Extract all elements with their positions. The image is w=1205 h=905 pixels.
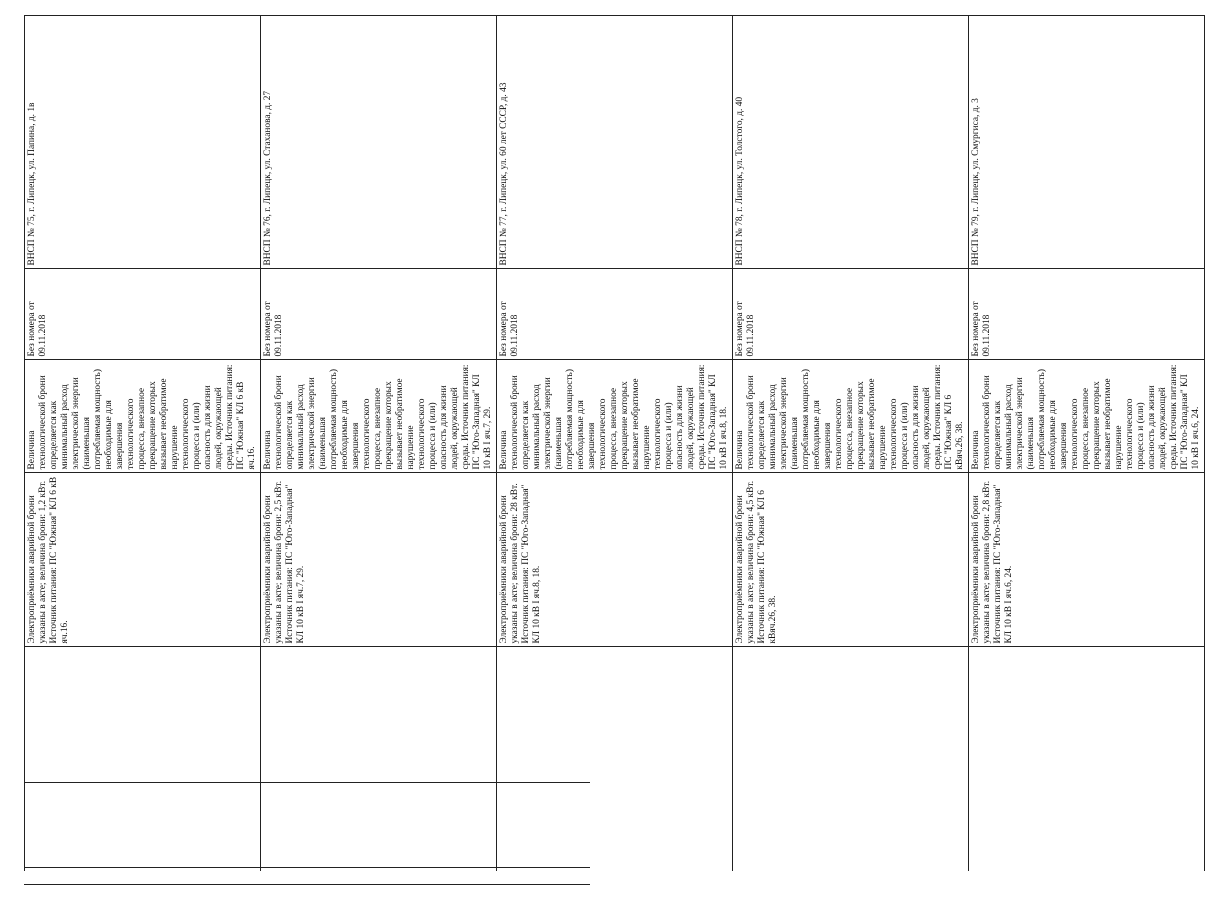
emergency-reserve-cell: Электроприёмники аварийной брони указаны в акте; величина брони: 2,8 кВт. Источник питания: ПС "Юго-Западная" КЛ 10 кВ I яч.6, 24. bbox=[969, 473, 1205, 647]
blank-cell bbox=[733, 647, 969, 871]
act-number-cell: Без номера от 09.11.2018 bbox=[25, 269, 261, 360]
reserve-table bbox=[24, 16, 1205, 872]
emergency-reserve-cell: Электроприёмники аварийной брони указаны в акте; величина брони: 28 кВт. Источник питания: ПС "Юго-Западная" КЛ 10 кВ I яч.8, 18. bbox=[497, 473, 733, 647]
bottom-rule-1 bbox=[24, 782, 590, 783]
table-row bbox=[25, 16, 261, 871]
emergency-reserve-cell: Электроприёмники аварийной брони указаны в акте; величина брони: 2,5 кВт. Источник питания: ПС "Юго-Западная" КЛ 10 кВ I яч.7, 29. bbox=[261, 473, 497, 647]
object-address-cell: ВНСП № 79, г. Липецк, ул. Смургиса, д. 3 bbox=[969, 16, 1205, 269]
technological-reserve-cell: Величина технологической брони определяется как минимальный расход электрической энергии (наименьшая потребляемая мощность) необходимые для завершения технологического процесса, внезапное прекращение которых вызывает необратимое нарушение технологического процесса и (или) опасность для жизни людей, окружающей среды. Источник питания: ПС "Южная" КЛ 6 кВяч.26, 38. bbox=[733, 360, 969, 473]
act-number-cell: Без номера от 09.11.2018 bbox=[261, 269, 497, 360]
object-address-cell: ВНСП № 77, г. Липецк, ул. 60 лет СССР, д. 43 bbox=[497, 16, 733, 269]
technological-reserve-cell: Величина технологической брони определяется как минимальный расход электрической энергии (наименьшая потребляемая мощность) необходимые для завершения технологического процесса, внезапное прекращение которых вызывает необратимое нарушение технологического процесса и (или) опасность для жизни людей, окружающей среды. Источник питания: ПС "Южная" КЛ 6 кВ яч.16. bbox=[25, 360, 261, 473]
rotated-table-wrapper bbox=[24, 16, 1201, 871]
object-address-cell: ВНСП № 76, г. Липецк, ул. Стаханова, д. 27 bbox=[261, 16, 497, 269]
blank-cell bbox=[497, 647, 733, 871]
technological-reserve-cell: Величина технологической брони определяется как минимальный расход электрической энергии (наименьшая потребляемая мощность) необходимые для завершения технологического процесса, внезапное прекращение которых вызывает необратимое нарушение технологического процесса и (или) опасность для жизни людей, окружающей среды. Источник питания: ПС "Юго-Западная" КЛ 10 кВ I яч.7, 29. bbox=[261, 360, 497, 473]
object-address-cell: ВНСП № 75, г. Липецк, ул. Папина, д. 1в bbox=[25, 16, 261, 269]
object-address-cell: ВНСП № 78, г. Липецк, ул. Толстого, д. 40 bbox=[733, 16, 969, 269]
technological-reserve-cell: Величина технологической брони определяется как минимальный расход электрической энергии (наименьшая потребляемая мощность) необходимые для завершения технологического процесса, внезапное прекращение которых вызывает необратимое нарушение технологического процесса и (или) опасность для жизни людей, окружающей среды. Источник питания: ПС "Юго-Западная" КЛ 10 кВ I яч.6, 24. bbox=[969, 360, 1205, 473]
blank-cell bbox=[25, 647, 261, 871]
table-row bbox=[969, 16, 1205, 871]
technological-reserve-cell: Величина технологической брони определяется как минимальный расход электрической энергии (наименьшая потребляемая мощность) необходимые для завершения технологического процесса, внезапное прекращение которых вызывает необратимое нарушение технологического процесса и (или) опасность для жизни людей, окружающей среды. Источник питания: ПС "Юго-Западная" КЛ 10 кВ I яч.8, 18. bbox=[497, 360, 733, 473]
table-row bbox=[497, 16, 733, 871]
bottom-rule-2 bbox=[24, 867, 590, 868]
bottom-rule-3 bbox=[24, 884, 590, 885]
act-number-cell: Без номера от 09.11.2018 bbox=[969, 269, 1205, 360]
blank-cell bbox=[261, 647, 497, 871]
act-number-cell: Без номера от 09.11.2018 bbox=[733, 269, 969, 360]
blank-cell bbox=[969, 647, 1205, 871]
table-row bbox=[733, 16, 969, 871]
act-number-cell: Без номера от 09.11.2018 bbox=[497, 269, 733, 360]
emergency-reserve-cell: Электроприёмники аварийной брони указаны в акте; величина брони: 1,2 кВт. Источник питания: ПС "Южная" КЛ 6 кВ яч.16. bbox=[25, 473, 261, 647]
table-row bbox=[261, 16, 497, 871]
emergency-reserve-cell: Электроприёмники аварийной брони указаны в акте; величина брони: 4,5 кВт. Источник питания: ПС "Южная" КЛ 6 кВяч.26, 38. bbox=[733, 473, 969, 647]
